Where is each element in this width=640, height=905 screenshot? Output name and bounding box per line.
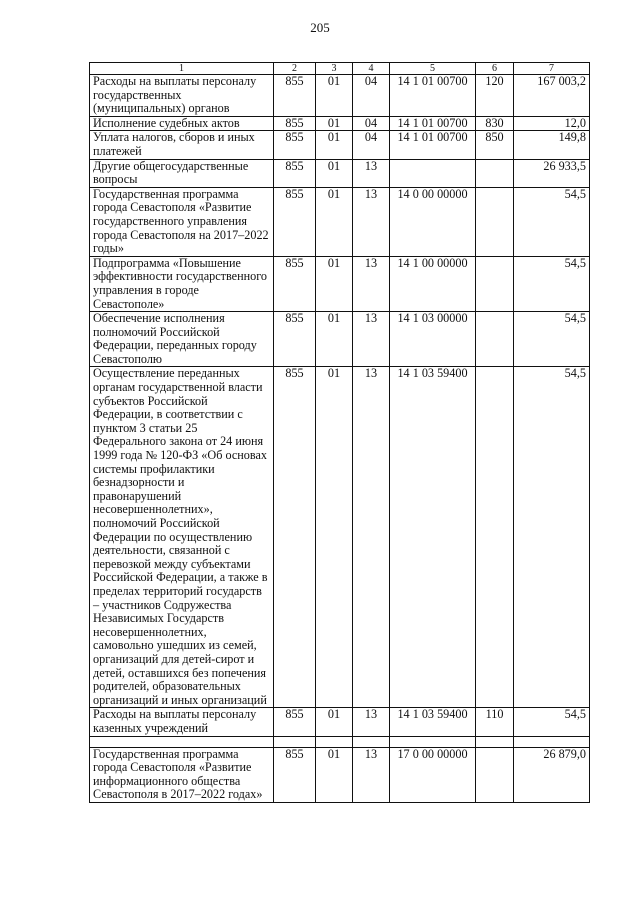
cell-expense-type bbox=[476, 256, 514, 311]
cell-subsection: 04 bbox=[353, 75, 390, 117]
cell-target-article: 17 0 00 00000 bbox=[390, 747, 476, 802]
cell-expense-type: 850 bbox=[476, 131, 514, 159]
cell-expense-type: 110 bbox=[476, 708, 514, 736]
row-name: Государственная программа города Севастополя «Развитие информационного общества Севастополя в 2017–2022 годах» bbox=[90, 747, 274, 802]
table-row bbox=[90, 116, 590, 131]
cell-expense-type: 830 bbox=[476, 116, 514, 131]
cell-amount: 54,5 bbox=[514, 256, 590, 311]
cell-ministry: 855 bbox=[274, 708, 316, 736]
cell-subsection: 04 bbox=[353, 116, 390, 131]
cell-section: 01 bbox=[316, 708, 353, 736]
cell-subsection: 04 bbox=[353, 131, 390, 159]
cell-expense-type bbox=[476, 747, 514, 802]
cell-target-article: 14 1 03 59400 bbox=[390, 708, 476, 736]
cell-target-article: 14 0 00 00000 bbox=[390, 187, 476, 256]
spacer-cell bbox=[390, 736, 476, 747]
spacer-cell bbox=[90, 736, 274, 747]
column-header: 1 bbox=[90, 63, 274, 75]
cell-section: 01 bbox=[316, 312, 353, 367]
table-row bbox=[90, 131, 590, 159]
column-header: 2 bbox=[274, 63, 316, 75]
column-header: 3 bbox=[316, 63, 353, 75]
table-spacer-row bbox=[90, 736, 590, 747]
table-row bbox=[90, 312, 590, 367]
spacer-cell bbox=[353, 736, 390, 747]
cell-amount: 26 933,5 bbox=[514, 159, 590, 187]
table-row bbox=[90, 708, 590, 736]
cell-section: 01 bbox=[316, 131, 353, 159]
table-row bbox=[90, 367, 590, 708]
table-header-row bbox=[90, 63, 590, 75]
page-number: 205 bbox=[310, 20, 330, 35]
cell-amount: 54,5 bbox=[514, 312, 590, 367]
cell-section: 01 bbox=[316, 159, 353, 187]
column-header: 5 bbox=[390, 63, 476, 75]
spacer-cell bbox=[476, 736, 514, 747]
cell-ministry: 855 bbox=[274, 159, 316, 187]
table-row bbox=[90, 747, 590, 802]
column-header: 6 bbox=[476, 63, 514, 75]
cell-target-article: 14 1 03 00000 bbox=[390, 312, 476, 367]
row-name: Осуществление переданных органам государственной власти субъектов Российской Федерации, в соответствии с пунктом 3 статьи 25 Федерального закона от 24 июня 1999 года № 120-ФЗ «Об основах системы профилактики безнадзорности и правонарушений несовершеннолетних», полномочий Российской Федерации по осуществлению деятельности, связанной с перевозкой между субъектами Российской Федерации, а также в пределах территорий государств – участников Содружества Независимых Государств несовершеннолетних, самовольно ушедших из семей, организаций для детей-сирот и детей, оставшихся без попечения родителей, образовательных организаций и иных организаций bbox=[90, 367, 274, 708]
row-name: Расходы на выплаты персоналу государственных (муниципальных) органов bbox=[90, 75, 274, 117]
column-header: 7 bbox=[514, 63, 590, 75]
cell-ministry: 855 bbox=[274, 747, 316, 802]
spacer-cell bbox=[514, 736, 590, 747]
column-header: 4 bbox=[353, 63, 390, 75]
cell-target-article bbox=[390, 159, 476, 187]
cell-ministry: 855 bbox=[274, 187, 316, 256]
cell-subsection: 13 bbox=[353, 708, 390, 736]
cell-target-article: 14 1 01 00700 bbox=[390, 75, 476, 117]
cell-target-article: 14 1 00 00000 bbox=[390, 256, 476, 311]
cell-section: 01 bbox=[316, 256, 353, 311]
cell-section: 01 bbox=[316, 75, 353, 117]
cell-target-article: 14 1 01 00700 bbox=[390, 131, 476, 159]
cell-expense-type bbox=[476, 367, 514, 708]
cell-target-article: 14 1 01 00700 bbox=[390, 116, 476, 131]
cell-section: 01 bbox=[316, 367, 353, 708]
cell-subsection: 13 bbox=[353, 312, 390, 367]
row-name: Исполнение судебных актов bbox=[90, 116, 274, 131]
row-name: Другие общегосударственные вопросы bbox=[90, 159, 274, 187]
table-row bbox=[90, 75, 590, 117]
cell-section: 01 bbox=[316, 187, 353, 256]
cell-subsection: 13 bbox=[353, 256, 390, 311]
cell-amount: 12,0 bbox=[514, 116, 590, 131]
cell-ministry: 855 bbox=[274, 131, 316, 159]
row-name: Подпрограмма «Повышение эффективности государственного управления в городе Севастополе» bbox=[90, 256, 274, 311]
cell-amount: 149,8 bbox=[514, 131, 590, 159]
table-row bbox=[90, 187, 590, 256]
cell-ministry: 855 bbox=[274, 256, 316, 311]
cell-subsection: 13 bbox=[353, 159, 390, 187]
row-name: Уплата налогов, сборов и иных платежей bbox=[90, 131, 274, 159]
table-row bbox=[90, 159, 590, 187]
cell-ministry: 855 bbox=[274, 312, 316, 367]
row-name: Обеспечение исполнения полномочий Российской Федерации, переданных городу Севастополю bbox=[90, 312, 274, 367]
cell-section: 01 bbox=[316, 116, 353, 131]
cell-section: 01 bbox=[316, 747, 353, 802]
row-name: Государственная программа города Севастополя «Развитие государственного управления города Севастополя на 2017–2022 годы» bbox=[90, 187, 274, 256]
spacer-cell bbox=[316, 736, 353, 747]
cell-expense-type bbox=[476, 159, 514, 187]
cell-subsection: 13 bbox=[353, 367, 390, 708]
cell-subsection: 13 bbox=[353, 747, 390, 802]
cell-amount: 26 879,0 bbox=[514, 747, 590, 802]
cell-expense-type bbox=[476, 312, 514, 367]
budget-table bbox=[89, 62, 590, 803]
table-row bbox=[90, 256, 590, 311]
cell-amount: 167 003,2 bbox=[514, 75, 590, 117]
cell-target-article: 14 1 03 59400 bbox=[390, 367, 476, 708]
cell-expense-type: 120 bbox=[476, 75, 514, 117]
cell-subsection: 13 bbox=[353, 187, 390, 256]
cell-ministry: 855 bbox=[274, 116, 316, 131]
cell-amount: 54,5 bbox=[514, 367, 590, 708]
cell-amount: 54,5 bbox=[514, 187, 590, 256]
row-name: Расходы на выплаты персоналу казенных учреждений bbox=[90, 708, 274, 736]
cell-ministry: 855 bbox=[274, 367, 316, 708]
cell-amount: 54,5 bbox=[514, 708, 590, 736]
spacer-cell bbox=[274, 736, 316, 747]
cell-expense-type bbox=[476, 187, 514, 256]
cell-ministry: 855 bbox=[274, 75, 316, 117]
